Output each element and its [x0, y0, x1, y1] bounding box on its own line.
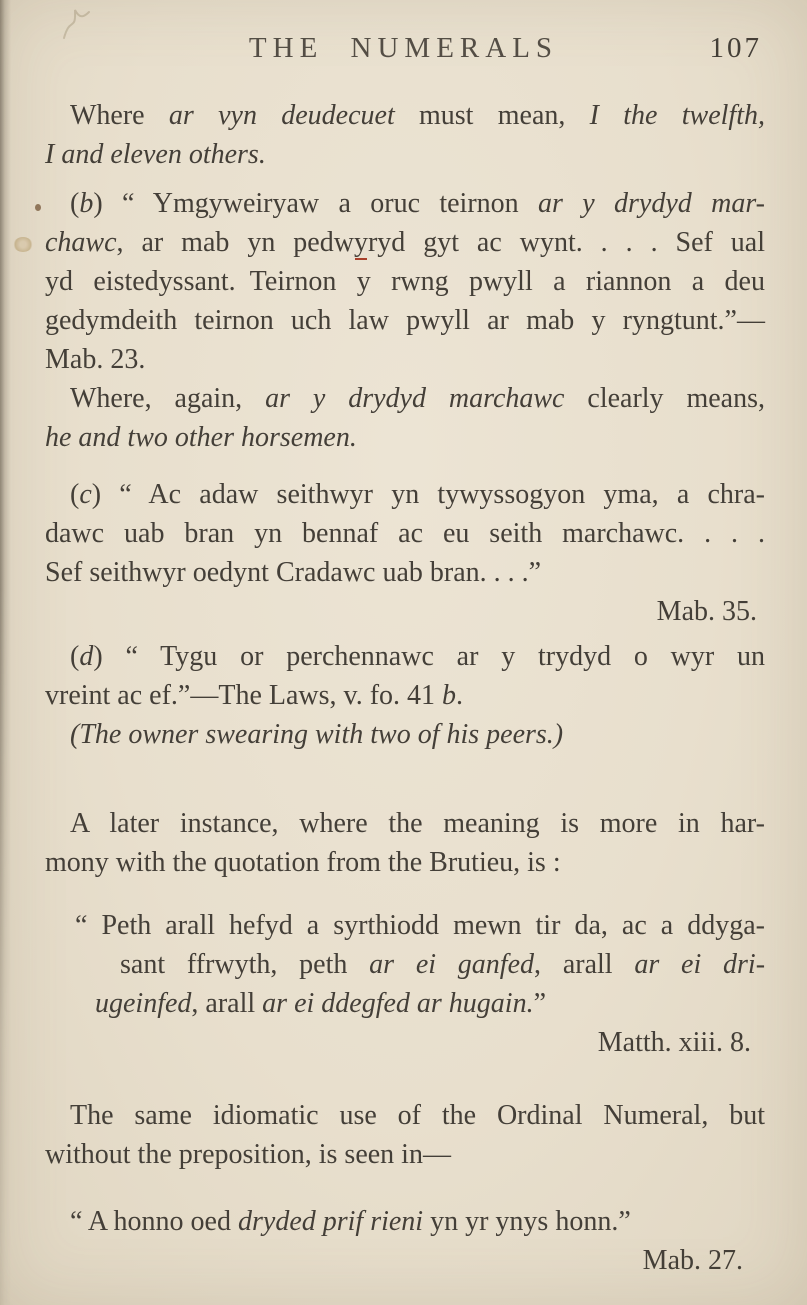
red-pen-marked-text: y [353, 227, 368, 258]
text-line [45, 1241, 743, 1280]
para-where-again [45, 379, 765, 457]
text-line [70, 1202, 765, 1241]
text-run: ) “ Tygu or perchennawc ar y trydyd o wyr un [93, 641, 765, 672]
text-run: The same idiomatic use of the Ordinal Numeral, but [70, 1100, 765, 1131]
foxing-dot [35, 204, 41, 211]
text-line [45, 676, 765, 715]
text-run: must mean, [394, 100, 590, 131]
text-line [70, 804, 765, 843]
text-run: . [456, 680, 464, 711]
scan-edge-shadow [0, 0, 11, 1305]
text-line [75, 906, 765, 945]
text-run: c [79, 479, 92, 510]
text-run: without the preposition, is seen in— [45, 1139, 451, 1170]
text-run: ar vyn deudecuet [168, 100, 395, 131]
text-run: dawc uab bran yn bennaf ac eu seith marchawc. . . . [45, 518, 765, 549]
text-run: , arall [191, 988, 263, 1019]
text-line [45, 514, 765, 553]
text-run: clearly means, [564, 383, 765, 414]
text-run: Where [70, 100, 169, 131]
text-run: ugeinfed [95, 988, 192, 1019]
text-run: he and two other horsemen. [45, 422, 357, 453]
text-line [45, 340, 765, 379]
text-run: A later instance, where the meaning is more in har- [70, 808, 765, 839]
para-quote-b [45, 184, 765, 379]
para-quote-d [45, 637, 765, 754]
text-run: yd eistedyssant. Teirnon y rwng pwyll a riannon a deu [45, 266, 765, 297]
text-run: ar ei ganfed [369, 949, 535, 980]
text-line [95, 984, 765, 1023]
text-run: Mab. 27. [642, 1245, 743, 1276]
text-run: Mab. 23. [45, 344, 146, 375]
quote-peth-arall [45, 906, 765, 1062]
text-run: (The owner swearing with two of his peers.) [70, 719, 564, 750]
text-run: I the twelfth, [589, 100, 765, 131]
foxing-spot [13, 237, 33, 252]
text-line [45, 553, 765, 592]
text-run: ( [70, 479, 80, 510]
text-line [45, 301, 765, 340]
text-line [70, 475, 765, 514]
text-run: chawc [45, 227, 117, 258]
text-run: Sef seithwyr oedynt Cradawc uab bran. . . .” [45, 557, 542, 588]
text-run: b [442, 680, 457, 711]
text-run: ) “ Ymgyweiryaw a oruc teirnon [93, 188, 538, 219]
page-text [45, 96, 765, 1280]
text-run: , ar mab yn pedw [116, 227, 354, 258]
para-later-instance [45, 804, 765, 882]
text-run: ( [70, 641, 80, 672]
page-number: 107 [709, 32, 762, 64]
para-where-deudecuet [45, 96, 765, 174]
text-run: b [79, 188, 94, 219]
text-line [45, 418, 765, 457]
text-run: dryded prif rieni [238, 1206, 424, 1237]
text-line [45, 262, 765, 301]
para-same-idiomatic [45, 1096, 765, 1174]
text-line [45, 843, 765, 882]
text-line [70, 715, 765, 754]
text-run: “ A honno oed [70, 1206, 238, 1237]
text-run: sant ffrwyth, peth [120, 949, 370, 980]
text-run: ” [533, 988, 547, 1019]
text-line [70, 1096, 765, 1135]
text-line [70, 379, 765, 418]
text-run: ( [70, 188, 80, 219]
text-line [45, 1023, 751, 1062]
text-line [45, 592, 757, 631]
text-line [70, 637, 765, 676]
text-line [45, 135, 765, 174]
text-run: Mab. 35. [656, 596, 757, 627]
text-line [45, 1135, 765, 1174]
text-run: d [79, 641, 94, 672]
quote-a-honno [45, 1202, 765, 1280]
text-line [70, 184, 765, 223]
text-line [45, 223, 765, 262]
text-run: “ Peth arall hefyd a syrthiodd mewn tir da, ac a ddyga- [75, 910, 765, 941]
para-quote-c [45, 475, 765, 631]
text-line [70, 96, 765, 135]
text-line [120, 945, 765, 984]
text-run: I and eleven others. [45, 139, 266, 170]
text-run: mony with the quotation from the Brutieu, is : [45, 847, 561, 878]
text-run: Matth. xiii. 8. [597, 1027, 751, 1058]
text-run: ar ei ddegfed ar hugain. [262, 988, 534, 1019]
text-run: ar y drydyd marchawc [265, 383, 565, 414]
text-run: vreint ac ef.”—The Laws, v. fo. 41 [45, 680, 443, 711]
text-run: Where, again, [70, 383, 266, 414]
text-run: ar ei dri- [634, 949, 766, 980]
page-header [0, 0, 807, 66]
running-title: THE NUMERALS [248, 32, 559, 64]
text-run: , arall [534, 949, 635, 980]
text-run: ar y drydyd mar- [538, 188, 765, 219]
text-run: gedymdeith teirnon uch law pwyll ar mab y ryngtunt.”— [45, 305, 765, 336]
text-run: ) “ Ac adaw seithwyr yn tywyssogyon yma, a chra- [91, 479, 765, 510]
text-run: yn yr ynys honn.” [423, 1206, 631, 1237]
text-run: ryd gyt ac wynt. . . . Sef ual [367, 227, 766, 258]
